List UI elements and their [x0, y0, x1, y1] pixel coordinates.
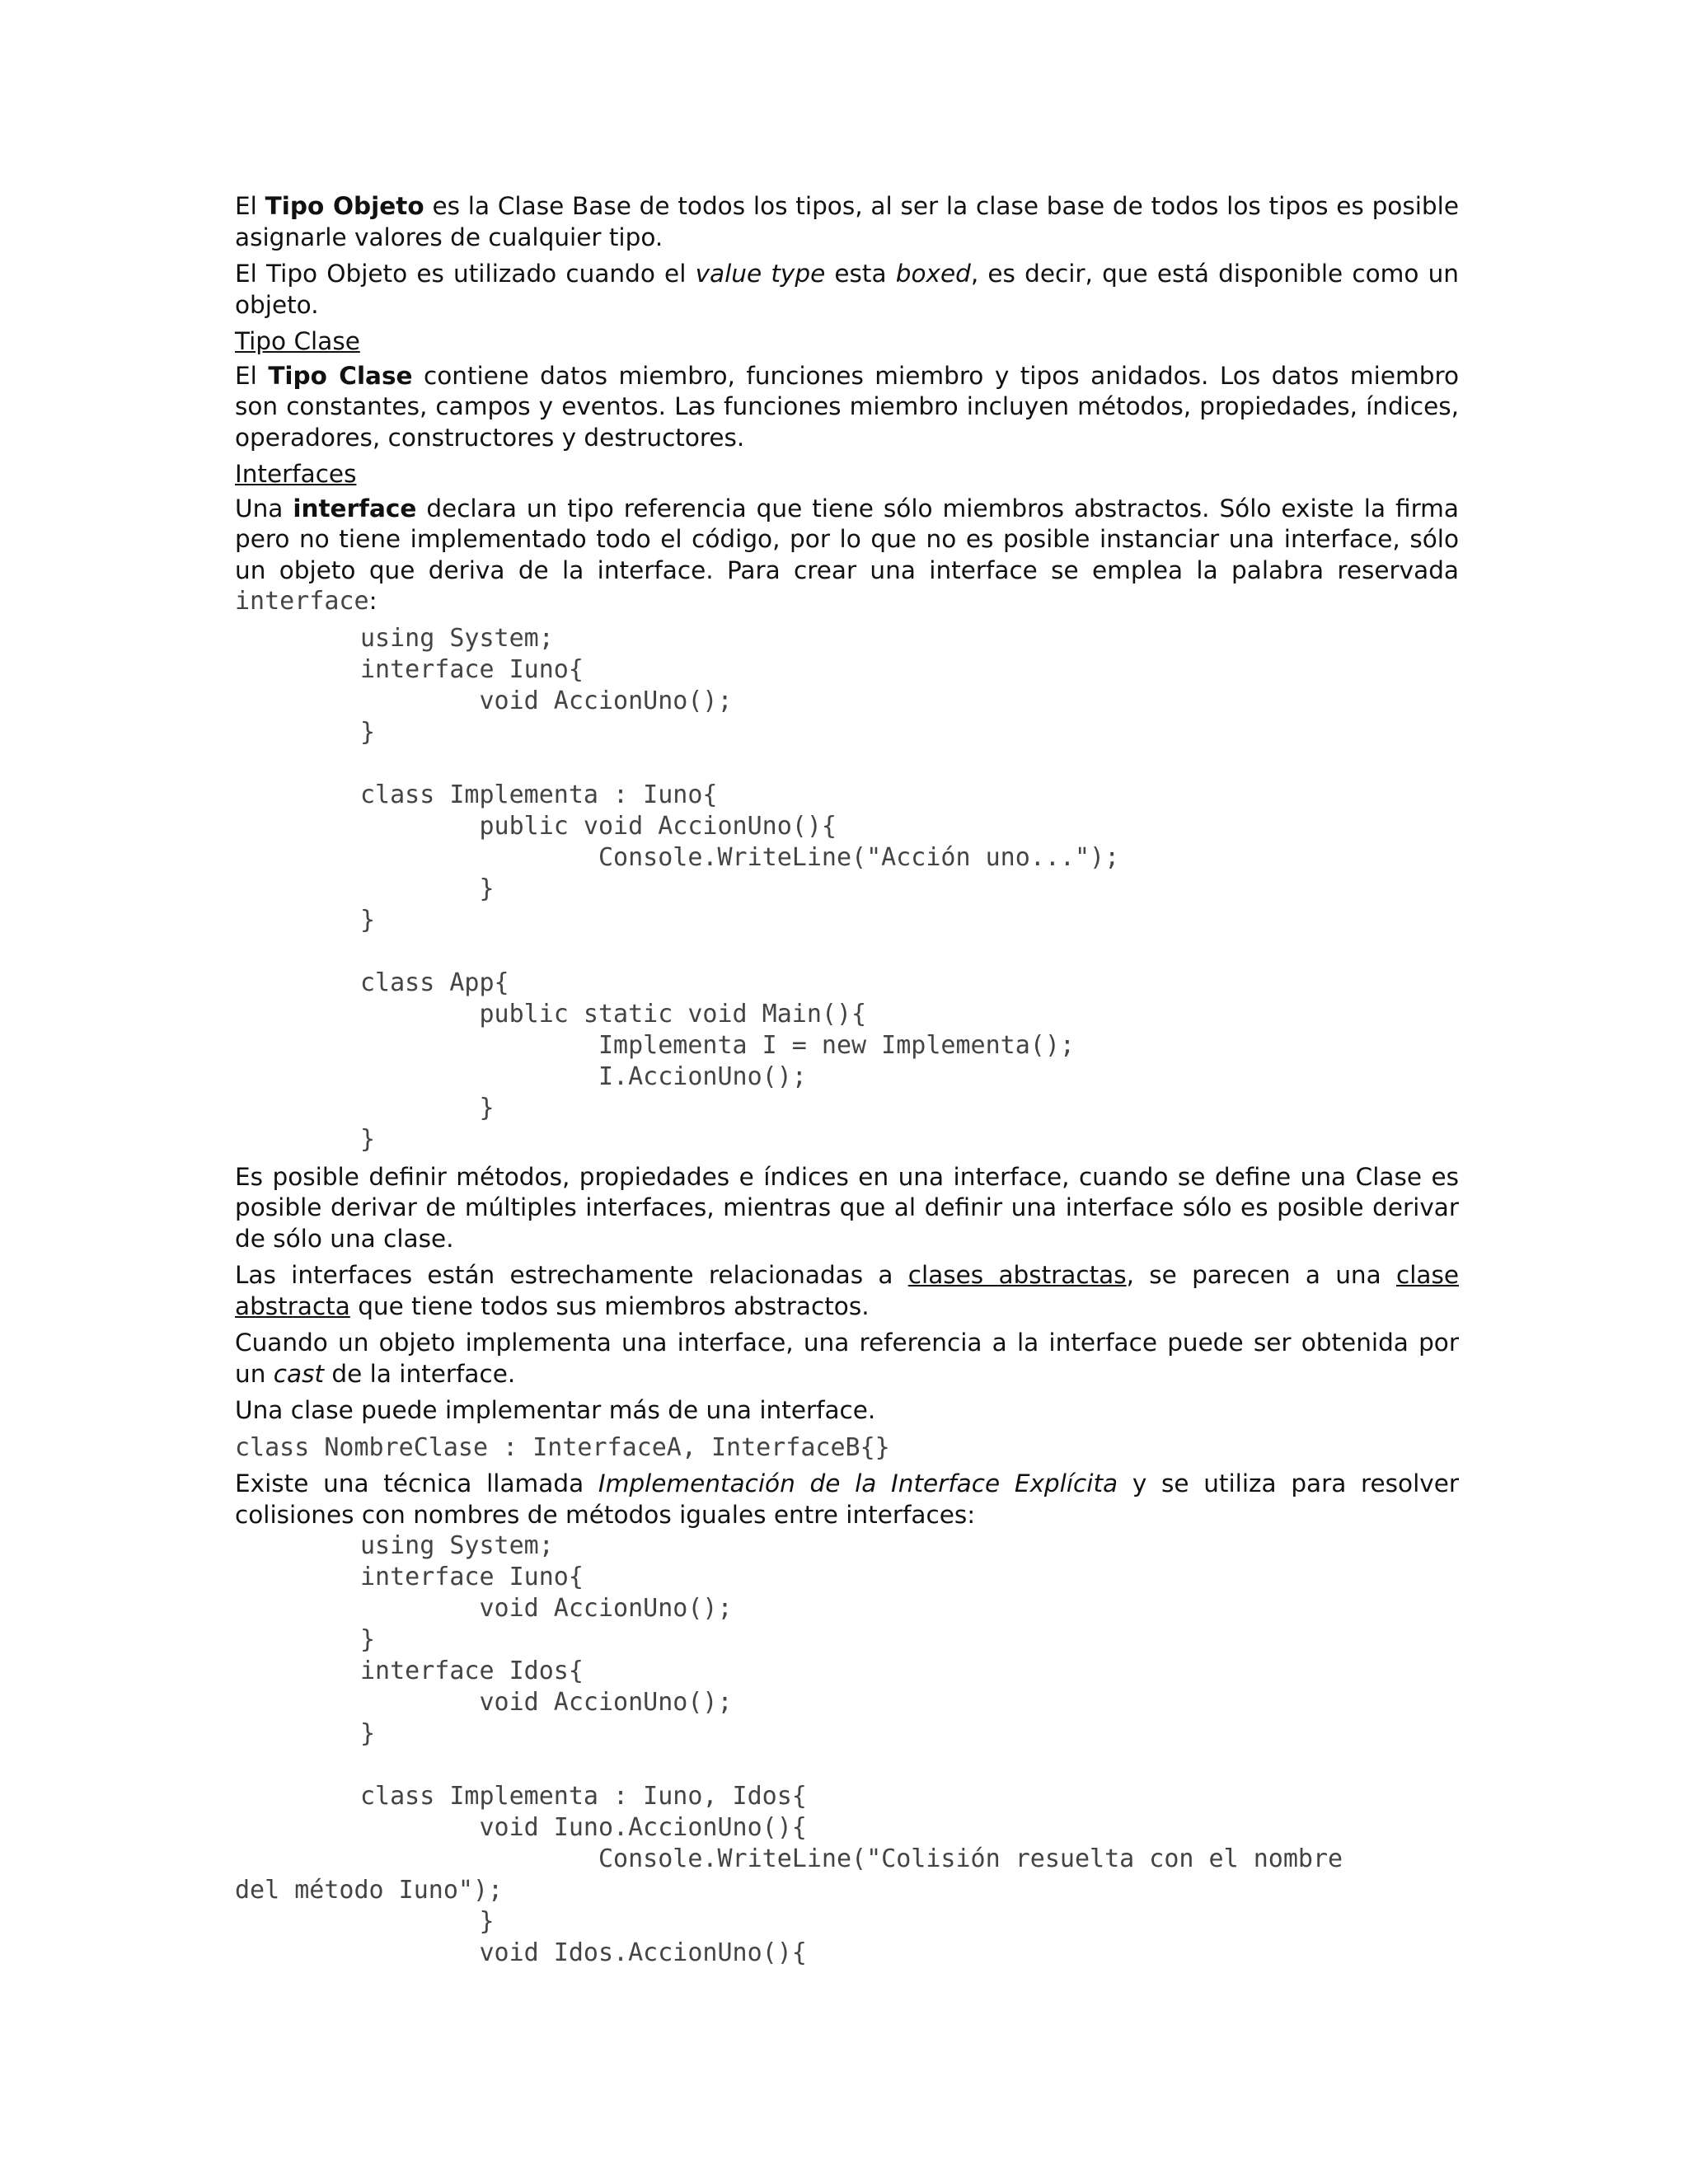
text: de la interface.: [324, 1359, 516, 1388]
code-line: [360, 748, 1459, 780]
code-block-interface-example: [235, 623, 1459, 1155]
text: El: [235, 361, 269, 390]
paragraph-multiple-interfaces: Una clase puede implementar más de una interface.: [235, 1396, 876, 1424]
code-line: class App{: [360, 968, 509, 997]
text: El Tipo Objeto es utilizado cuando el: [235, 260, 696, 288]
code-line: void AccionUno();: [360, 1688, 733, 1717]
term-boxed: boxed: [895, 260, 971, 288]
code-line: void AccionUno();: [360, 1594, 733, 1623]
text: , se parecen a una: [1126, 1261, 1396, 1289]
term-tipo-clase: Tipo Clase: [268, 361, 413, 390]
code-line: using System;: [360, 623, 554, 653]
term-interface: interface: [293, 494, 417, 523]
text: Una: [235, 494, 293, 523]
text: esta: [825, 260, 896, 288]
code-inline: class NombreClase : InterfaceA, InterfaceB{}: [235, 1432, 890, 1462]
code-line: class Implementa : Iuno, Idos{: [360, 1782, 807, 1811]
text: declara un tipo referencia que tiene sólo miembros abstractos. Sólo existe la firma pero no tiene implementado todo el código, por lo que no es posible instanciar una interface, sólo un objeto que deriva de la interface. Para crear una interface se emplea la palabra reservada: [235, 494, 1459, 584]
code-line: using System;: [360, 1531, 554, 1560]
paragraph-interface-def: [235, 494, 1459, 617]
text: Cuando un objeto implementa una interface, una referencia a la interface puede ser obtenida por un: [235, 1329, 1459, 1388]
document-page: [235, 191, 1459, 1975]
code-line: }: [360, 717, 376, 747]
text: Existe una técnica llamada: [235, 1469, 598, 1497]
code-line: }: [360, 1093, 495, 1122]
text: :: [368, 587, 377, 615]
heading-interfaces: Interfaces: [235, 460, 357, 488]
code-line: interface Iuno{: [360, 654, 584, 684]
code-line: Console.WriteLine("Acción uno...");: [360, 842, 1120, 872]
code-block-explicit-example: [235, 1530, 1459, 1969]
code-line: }: [360, 1907, 495, 1936]
code-line: class Implementa : Iuno{: [360, 780, 718, 809]
code-line: public static void Main(){: [360, 999, 867, 1029]
text: que tiene todos sus miembros abstractos.: [349, 1291, 870, 1320]
code-line: }: [360, 1625, 376, 1654]
code-line: interface Iuno{: [360, 1563, 584, 1591]
code-line: [235, 1750, 1459, 1781]
code-line: void Idos.AccionUno(){: [360, 1938, 807, 1967]
paragraph-cast: [235, 1328, 1459, 1390]
paragraph-interface-members: Es posible definir métodos, propiedades e índices en una interface, cuando se define una Clase es posible derivar de múltiples interfaces, mientras que al definir una interface sólo es posible derivar de sólo una clase.: [235, 1162, 1459, 1253]
paragraph-abstract-classes: [235, 1260, 1459, 1322]
code-line: [360, 936, 1459, 968]
code-line: I.AccionUno();: [360, 1062, 807, 1091]
code-line: interface Idos{: [360, 1657, 584, 1685]
text: y se utiliza para resolver colisiones con nombres de métodos iguales entre interfaces:: [235, 1469, 1460, 1529]
code-line: del método Iuno");: [235, 1876, 504, 1905]
paragraph-explicit-implementation: [235, 1469, 1459, 1530]
code-line: Console.WriteLine("Colisión resuelta con el nombre: [360, 1844, 1343, 1873]
link-clases-abstractas[interactable]: clases abstractas: [907, 1261, 1127, 1289]
code-line: }: [360, 1124, 376, 1154]
code-line: }: [360, 874, 495, 903]
code-line: public void AccionUno(){: [360, 811, 837, 841]
text: contiene datos miembro, funciones miembro y tipos anidados. Los datos miembro son constantes, campos y eventos. Las funciones miembro incluyen métodos, propiedades, índices, operadores, constructores y destructores.: [235, 361, 1460, 452]
link-clase-abstracta[interactable]: clase abstracta: [235, 1261, 1459, 1320]
code-line: void Iuno.AccionUno(){: [360, 1813, 807, 1842]
text: es la Clase Base de todos los tipos, al ser la clase base de todos los tipos es posible asignarle valores de cualquier tipo.: [235, 192, 1459, 251]
code-line: Implementa I = new Implementa();: [360, 1030, 1075, 1060]
code-line: }: [360, 905, 376, 935]
keyword-interface: interface: [235, 587, 369, 616]
code-line: }: [360, 1719, 376, 1748]
text: , es decir, que está disponible como un objeto.: [235, 260, 1459, 319]
term-explicit-implementation: Implementación de la Interface Explícita: [598, 1469, 1118, 1497]
term-tipo-objeto: Tipo Objeto: [265, 192, 424, 220]
code-line: void AccionUno();: [360, 686, 733, 715]
paragraph-tipo-objeto: [235, 191, 1459, 253]
term-cast: cast: [273, 1359, 325, 1388]
term-value-type: value type: [695, 260, 826, 288]
heading-tipo-clase: Tipo Clase: [235, 327, 360, 355]
paragraph-tipo-clase: [235, 361, 1459, 454]
text: El: [235, 192, 265, 220]
paragraph-boxed: [235, 259, 1459, 321]
text: Las interfaces están estrechamente relacionadas a: [235, 1261, 908, 1289]
code-inline-line: [235, 1432, 1459, 1464]
